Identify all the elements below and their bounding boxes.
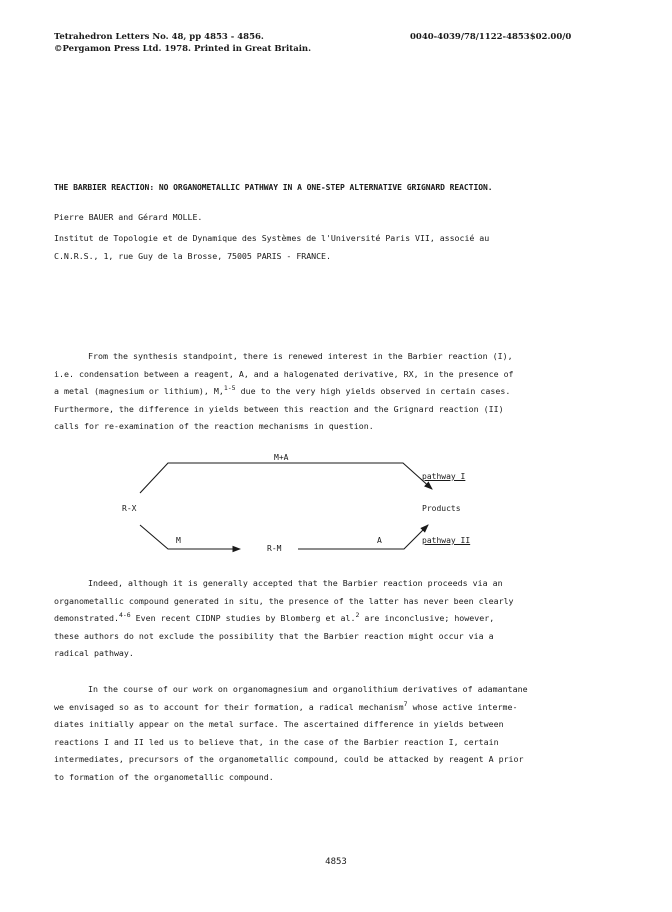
- paragraph-line: these authors do not exclude the possibility that the Barbier reaction might occur via a: [54, 630, 494, 641]
- scheme-label-m-plus-a: M+A: [274, 453, 289, 462]
- pathway-two-arrow: [298, 525, 428, 549]
- paragraph-line: Furthermore, the difference in yields between this reaction and the Grignard reaction (II): [54, 403, 504, 414]
- text-span: whose active interme-: [407, 701, 518, 712]
- paragraph-line: [54, 610, 624, 628]
- paragraph-3: [54, 681, 624, 787]
- paragraph-line: intermediates, precursors of the organometallic compound, could be attacked by reagent A prior: [54, 754, 524, 765]
- reaction-scheme: [110, 453, 530, 563]
- paragraph-line: radical pathway.: [54, 648, 134, 659]
- scheme-pathway-one: pathway I: [422, 472, 466, 481]
- citation-superscript: 7: [403, 699, 408, 708]
- scheme-arrows: [110, 453, 530, 563]
- paragraph-line: From the synthesis standpoint, there is renewed interest in the Barbier reaction (I),: [88, 351, 513, 361]
- page-number: 4853: [325, 857, 347, 867]
- paragraph-line: organometallic compound generated in situ, the presence of the latter has never been clearly: [54, 595, 514, 606]
- paragraph-2: [54, 575, 624, 663]
- scheme-label-m: M: [176, 536, 181, 545]
- paragraph-line: [54, 699, 624, 717]
- citation-superscript: 1-5: [223, 384, 236, 393]
- journal-citation: Tetrahedron Letters No. 48, pp 4853 - 4856.: [54, 32, 264, 42]
- paragraph-line: In the course of our work on organomagnesium and organolithium derivatives of adamantane: [88, 684, 528, 694]
- scheme-products: Products: [422, 504, 461, 513]
- scheme-label-a: A: [377, 536, 382, 545]
- publisher-line: ©Pergamon Press Ltd. 1978. Printed in Great Britain.: [54, 44, 312, 54]
- paragraph-line: i.e. condensation between a reagent, A, and a halogenated derivative, RX, in the presence of: [54, 368, 514, 379]
- paragraph-line: calls for re-examination of the reaction mechanisms in question.: [54, 421, 374, 432]
- scheme-pathway-two: pathway II: [422, 536, 471, 545]
- paragraph-line: to formation of the organometallic compound.: [54, 771, 274, 782]
- paper-title: THE BARBIER REACTION: NO ORGANOMETALLIC PATHWAY IN A ONE-STEP ALTERNATIVE GRIGNARD REACTION.: [54, 183, 493, 192]
- authors: Pierre BAUER and Gérard MOLLE.: [54, 212, 203, 222]
- paragraph-line: [54, 383, 624, 401]
- text-span: a metal (magnesium or lithium), M,: [54, 386, 224, 397]
- paragraph-1: [54, 348, 624, 436]
- citation-superscript: 4-6: [118, 611, 131, 620]
- text-span: demonstrated.: [54, 613, 119, 624]
- text-span: Even recent CIDNP studies by Blomberg et al.: [130, 613, 356, 624]
- citation-superscript: 2: [355, 611, 360, 620]
- paragraph-line: Indeed, although it is generally accepted that the Barbier reaction proceeds via an: [88, 578, 503, 588]
- paragraph-line: reactions I and II led us to believe that, in the case of the Barbier reaction I, certain: [54, 736, 499, 747]
- affiliation-line-2: C.N.R.S., 1, rue Guy de la Brosse, 75005 PARIS - FRANCE.: [54, 251, 331, 261]
- article-code: 0040-4039/78/1122-4853$02.00/0: [410, 32, 572, 42]
- affiliation-line-1: Institut de Topologie et de Dynamique des Systèmes de l'Université Paris VII, associé au: [54, 233, 490, 243]
- text-span: are inconclusive; however,: [359, 613, 495, 624]
- text-span: we envisaged so as to account for their formation, a radical mechanism: [54, 701, 404, 712]
- pathway-one-arrow: [140, 463, 432, 493]
- text-span: due to the very high yields observed in certain cases.: [235, 386, 511, 397]
- metal-insertion-arrow: [140, 525, 240, 549]
- scheme-reactant: R-X: [122, 504, 137, 513]
- paragraph-line: diates initially appear on the metal surface. The ascertained difference in yields between: [54, 719, 504, 730]
- scheme-intermediate: R-M: [267, 544, 282, 553]
